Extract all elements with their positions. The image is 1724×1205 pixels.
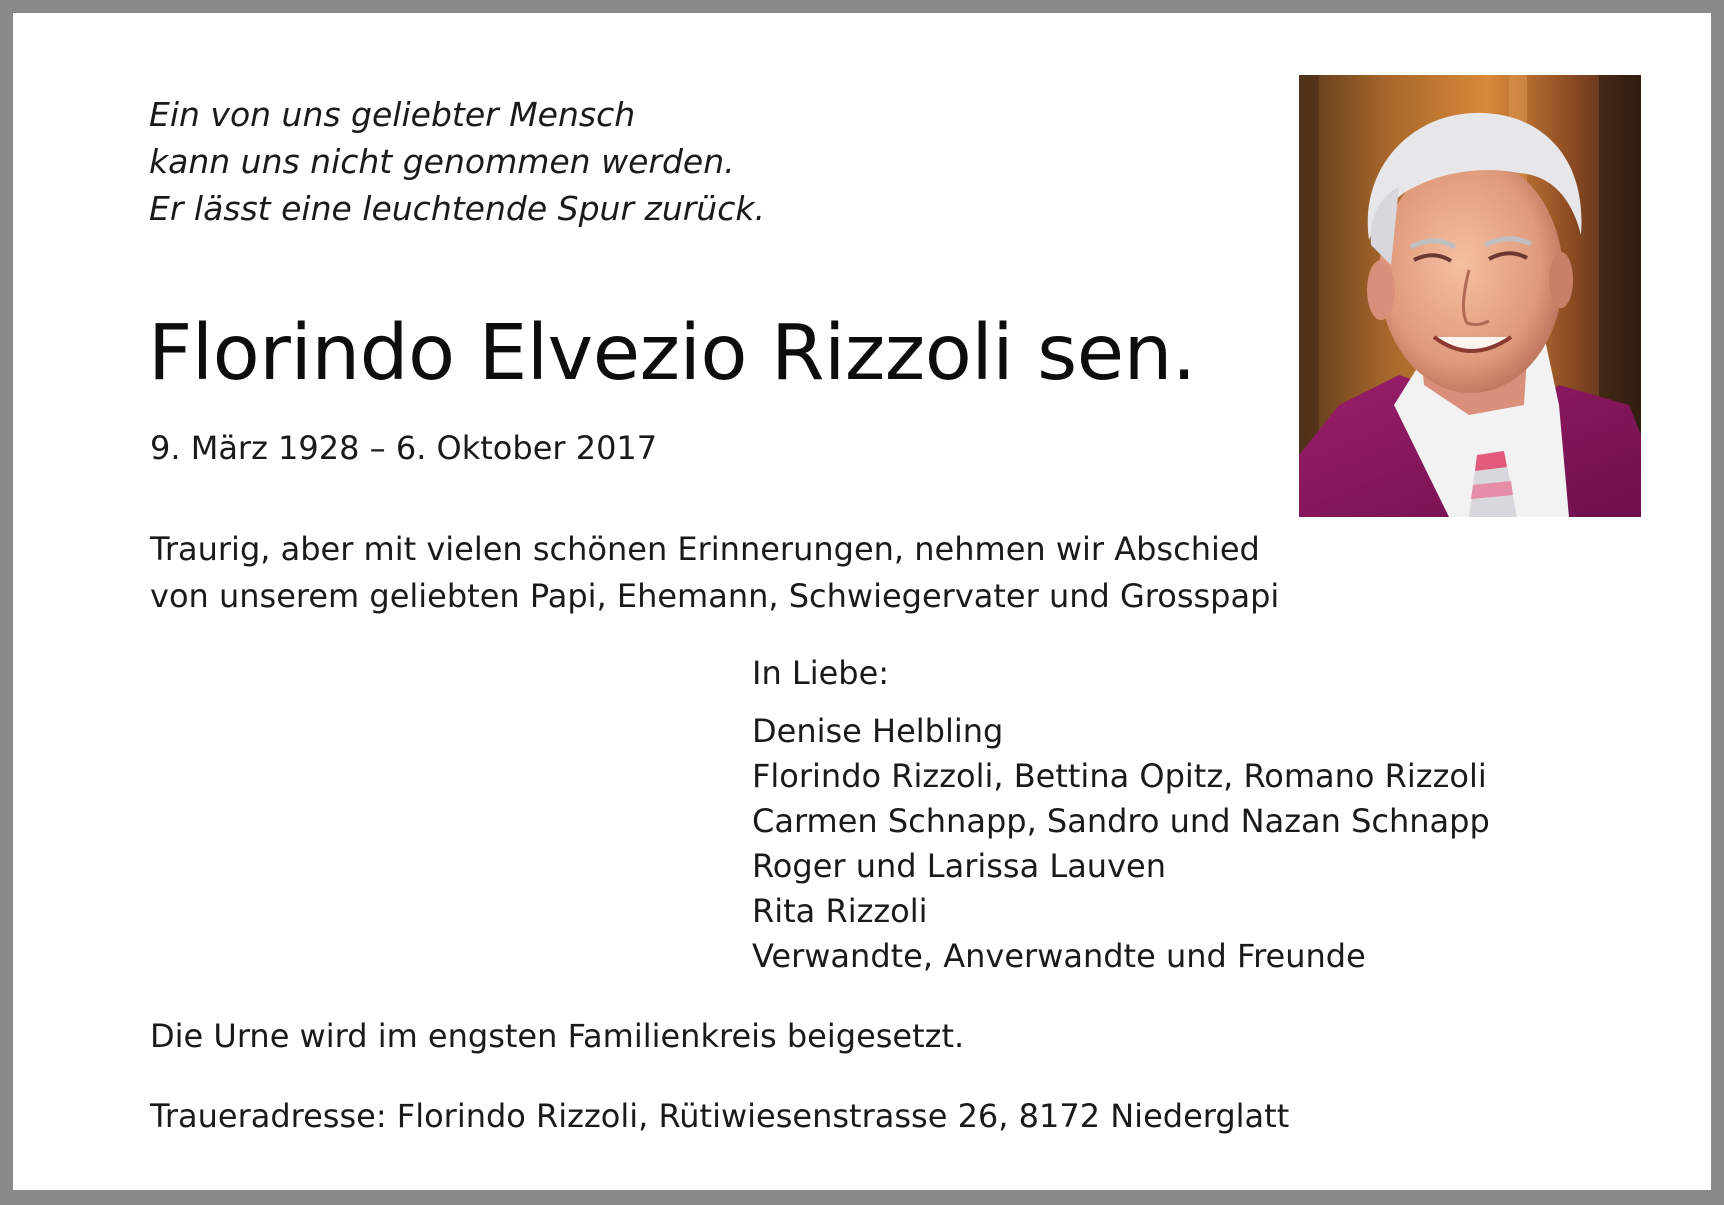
urn-note: Die Urne wird im engsten Familienkreis beigesetzt. — [150, 1017, 965, 1055]
mourner-item: Denise Helbling — [752, 712, 1004, 750]
portrait-photo-icon — [1299, 75, 1641, 517]
mourner-item: Verwandte, Anverwandte und Freunde — [752, 937, 1366, 975]
mourner-item: Florindo Rizzoli, Bettina Opitz, Romano Rizzoli — [752, 757, 1487, 795]
deceased-name: Florindo Elvezio Rizzoli sen. — [148, 309, 1196, 398]
poem-line: kann uns nicht genommen werden. — [149, 142, 735, 181]
mourner-item: Roger und Larissa Lauven — [752, 847, 1166, 885]
in-love-heading: In Liebe: — [752, 654, 890, 692]
obituary-page — [13, 13, 1711, 1190]
mourning-address: Traueradresse: Florindo Rizzoli, Rütiwiesenstrasse 26, 8172 Niederglatt — [150, 1097, 1290, 1135]
farewell-line: Traurig, aber mit vielen schönen Erinnerungen, nehmen wir Abschied — [150, 530, 1260, 568]
poem-line: Ein von uns geliebter Mensch — [149, 95, 636, 134]
life-dates: 9. März 1928 – 6. Oktober 2017 — [150, 429, 658, 467]
mourner-item: Carmen Schnapp, Sandro und Nazan Schnapp — [752, 802, 1490, 840]
farewell-text — [150, 526, 1279, 620]
mourners-list — [752, 709, 1490, 979]
farewell-line: von unserem geliebten Papi, Ehemann, Schwiegervater und Grosspapi — [150, 577, 1280, 615]
mourner-item: Rita Rizzoli — [752, 892, 928, 930]
poem-block — [149, 91, 765, 232]
poem-line: Er lässt eine leuchtende Spur zurück. — [149, 189, 765, 228]
